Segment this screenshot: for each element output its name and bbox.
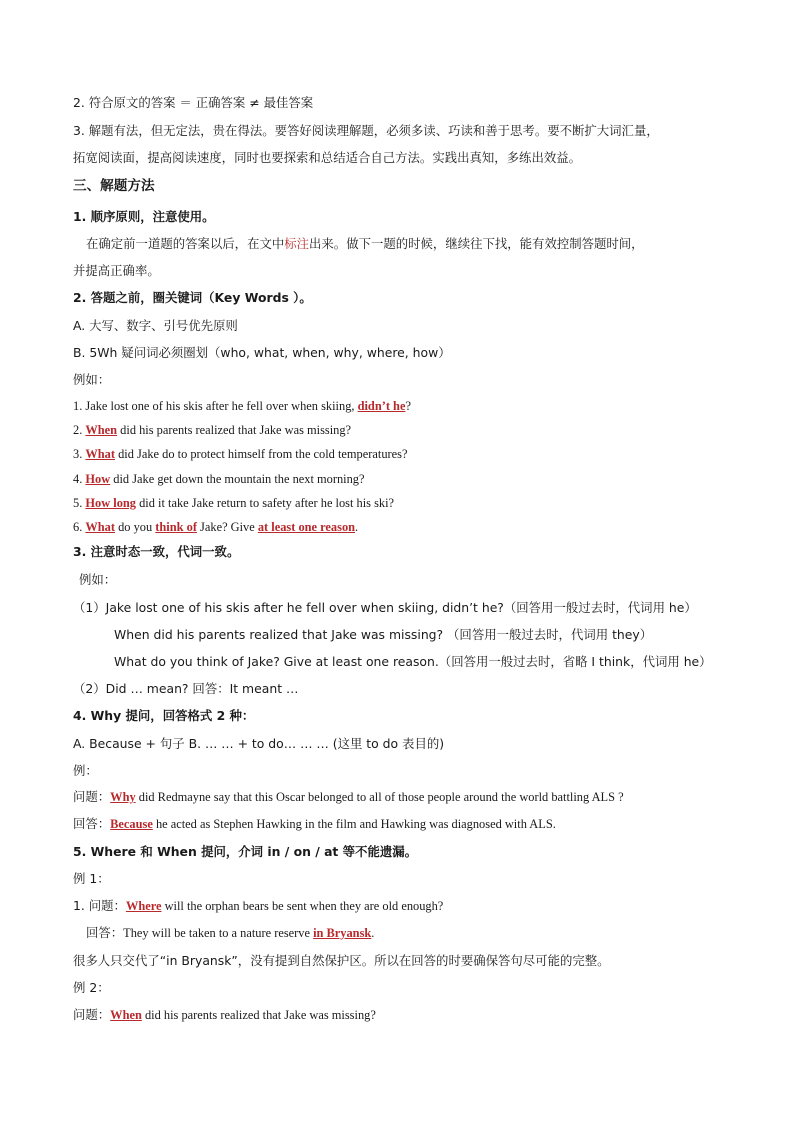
paragraph-order-2: 并提高正确率。 [73, 263, 160, 278]
line-method-1: 3. 解题有法，但无定法，贵在得法。要答好阅读理解题，必须多读、巧读和善于思考。要不断扩大词汇量， [73, 123, 659, 138]
text-run: 1. Jake lost one of his skis after he fell over when skiing, [73, 399, 358, 413]
keyword: think of [155, 520, 197, 534]
why-formats: A. Because + 句子 B. … … + to do… … … (这里 to do 表目的) [73, 736, 445, 751]
tense-example-2: When did his parents realized that Jake was missing? （回答用一般过去时，代词用 they） [114, 627, 653, 642]
keyword: How long [85, 496, 136, 510]
text-run: did Redmayne say that this Oscar belonged to all of those people around the world battling ALS ? [135, 790, 624, 804]
text-run: he acted as Stephen Hawking in the film and Hawking was diagnosed with ALS. [152, 817, 556, 831]
example-label: 例： [73, 763, 98, 778]
text-run: 在确定前一道题的答案以后，在文中 [86, 236, 285, 251]
when-question [73, 1007, 376, 1023]
label-question: 问题： [73, 1007, 111, 1022]
keyword: in Bryansk [313, 926, 372, 940]
label-question: 问题： [73, 789, 111, 804]
paragraph-order-1 [86, 236, 644, 252]
keyword: How [85, 472, 111, 486]
highlight-mark: 标注 [284, 236, 310, 251]
rule-a: A. 大写、数字、引号优先原则 [73, 318, 238, 333]
text-run: did it take Jake return to safety after he lost his ski? [136, 496, 395, 510]
heading-order-principle: 1. 顺序原则，注意使用。 [73, 209, 215, 224]
keyword: When [110, 1008, 142, 1022]
text-run: did his parents realized that Jake was missing? [141, 1008, 376, 1022]
question-6 [73, 519, 358, 535]
example-label: 例如： [73, 372, 111, 387]
keyword: at least one reason [257, 520, 356, 534]
why-answer [73, 816, 556, 832]
tense-example-3: What do you think of Jake? Give at least one reason.（回答用一般过去时，省略 I think，代词用 he） [114, 654, 712, 669]
text-run: 出来。做下一题的时候，继续往下找，能有效控制答题时间， [309, 236, 644, 251]
keyword: Why [110, 790, 136, 804]
text-run: do you [115, 520, 156, 534]
question-3 [73, 446, 407, 462]
heading-where-when: 5. Where 和 When 提问，介词 in / on / at 等不能遗漏。 [73, 844, 418, 859]
section-heading-methods: 三、解题方法 [73, 178, 155, 194]
label-answer: 回答： [86, 925, 124, 940]
keyword: didn’t he [357, 399, 406, 413]
line-answer-rule: 2. 符合原文的答案 ＝ 正确答案 ≠ 最佳答案 [73, 95, 314, 110]
keyword: What [85, 520, 115, 534]
text-run: They will be taken to a nature reserve [123, 926, 314, 940]
text-run: Jake? Give [196, 520, 258, 534]
tense-example-1: （1）Jake lost one of his skis after he fell over when skiing, didn’t he?（回答用一般过去时，代词用 he） [73, 600, 697, 615]
example-1-label: 例 1： [73, 871, 110, 886]
completeness-note: 很多人只交代了“in Bryansk”，没有提到自然保护区。所以在回答的时要确保答句尽可能的完整。 [73, 953, 610, 968]
question-5 [73, 495, 394, 511]
rule-b: B. 5Wh 疑问词必须圈划（who, what, when, why, where, how） [73, 345, 451, 360]
text-run: . [371, 926, 375, 940]
why-question [73, 789, 624, 805]
text-run: will the orphan bears be sent when they are old enough? [161, 899, 444, 913]
label-question: 1. 问题： [73, 898, 126, 913]
text-run: 6. [73, 520, 86, 534]
question-1 [73, 398, 411, 414]
text-run: did his parents realized that Jake was missing? [117, 423, 352, 437]
where-answer [86, 925, 374, 941]
text-run: . [355, 520, 359, 534]
text-run: did Jake do to protect himself from the cold temperatures? [115, 447, 408, 461]
text-run: 5. [73, 496, 86, 510]
keyword: Because [110, 817, 153, 831]
text-run: 4. [73, 472, 86, 486]
keyword: Where [125, 899, 162, 913]
heading-keywords: 2. 答题之前，圈关键词（Key Words ）。 [73, 290, 312, 305]
text-run: ? [405, 399, 411, 413]
where-question [73, 898, 443, 914]
keyword: What [85, 447, 115, 461]
question-4 [73, 471, 365, 487]
line-method-2: 拓宽阅读面，提高阅读速度，同时也要探索和总结适合自己方法。实践出真知，多练出效益。 [73, 150, 582, 165]
text-run: 3. [73, 447, 86, 461]
keyword: When [85, 423, 118, 437]
text-run: did Jake get down the mountain the next morning? [110, 472, 365, 486]
text-run: 2. [73, 423, 86, 437]
tense-example-4: （2）Did … mean? 回答：It meant … [73, 681, 299, 696]
example-label: 例如： [79, 572, 117, 587]
label-answer: 回答： [73, 816, 111, 831]
heading-tense-agreement: 3. 注意时态一致，代词一致。 [73, 544, 240, 559]
example-2-label: 例 2： [73, 980, 110, 995]
question-2 [73, 422, 351, 438]
heading-why: 4. Why 提问，回答格式 2 种： [73, 708, 255, 723]
